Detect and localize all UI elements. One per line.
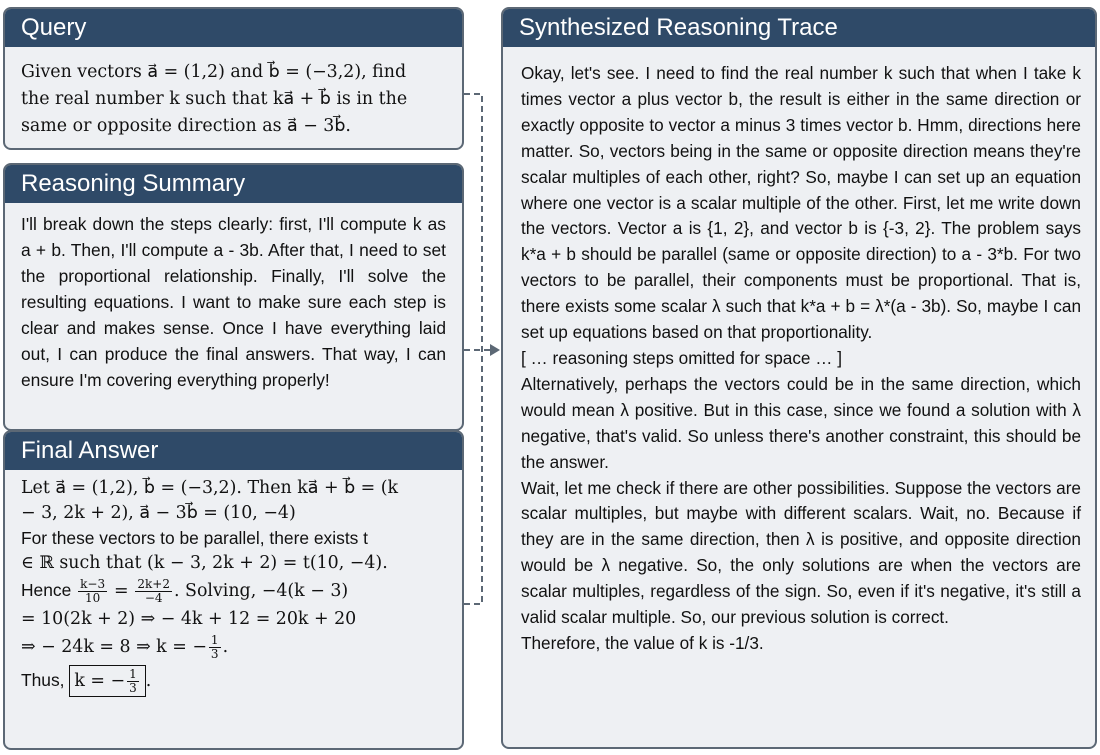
final-line-3: For these vectors to be parallel, there exists t: [21, 528, 369, 548]
query-line-2: the real number k such that ka⃗ + b⃗ is in the: [21, 89, 408, 109]
fraction-4-numerator: 1: [129, 667, 137, 681]
equals-sign: =: [113, 581, 129, 602]
trace-paragraph-2: Alternatively, perhaps the vectors could be in the same direction, which would mean λ positive. But in this case, since we found a solution with λ negative, that's valid. So unless there's another constraint, this should be the answer.: [521, 373, 1081, 472]
fraction-2-denominator: −4: [144, 591, 163, 605]
trace-paragraph-1: Okay, let's see. I need to find the real number k such that when I take k times vector a plus vector b, the result is either in the same direction or exactly opposite to vector a minus 3 times vector b. Hmm, directions here matter. So, vectors being in the same or opposite direction means they're scalar multiples of each other, right? So, maybe I can set up an equation where one vector is a scalar multiple of the other. First, let me write down the vectors. Vector a is {1, 2}, and vector b is {-3, 2}. The problem says k*a + b should be parallel (same or opposite direction) to a - 3*b. For two vectors to be parallel, their components must be proportional. That is, there exists some scalar λ such that k*a + b = λ*(a - 3b). So, maybe I can set up equations based on that proportionality.: [521, 63, 1081, 343]
summary-title: Reasoning Summary: [5, 165, 462, 203]
fraction-3-numerator: 1: [210, 633, 219, 647]
thus-label: Thus,: [21, 670, 65, 690]
final-line-7-head: ⇒ − 24k = 8 ⇒ k = −: [21, 637, 207, 657]
final-line-4: ∈ ℝ such that (k − 3, 2k + 2) = t(10, −4).: [21, 553, 388, 573]
hence-label: Hence: [21, 580, 72, 601]
final-line-6: = 10(2k + 2) ⇒ − 4k + 12 = 20k + 20: [21, 609, 357, 629]
summary-text: I'll break down the steps clearly: first, I'll compute k as a + b. Then, I'll compute a - 3b. After that, I need to set the proportional relationship. Finally, I'll solve the resulting equations. I want to make sure each step is clear and makes sense. Once I have everything laid out, I can produce the final answers. That way, I can ensure I'm covering everything properly!: [21, 214, 446, 390]
final-line-2: − 3, 2k + 2), a⃗ − 3b⃗ = (10, −4): [21, 503, 296, 523]
query-title: Query: [5, 9, 462, 47]
trace-title: Synthesized Reasoning Trace: [503, 9, 1095, 47]
arrowhead-icon: [490, 344, 500, 356]
trace-omitted-note: [ … reasoning steps omitted for space … ]: [521, 347, 842, 368]
query-line-1: Given vectors a⃗ = (1,2) and b⃗ = (−3,2), find: [21, 62, 407, 82]
final-line-5-tail: . Solving, −4(k − 3): [173, 581, 349, 602]
boxed-answer-tail: .: [145, 671, 152, 691]
final-title: Final Answer: [5, 432, 462, 470]
query-line-3: same or opposite direction as a⃗ − 3b⃗.: [21, 116, 351, 136]
fraction-4-denominator: 3: [129, 681, 137, 695]
boxed-answer-head: k = −: [74, 671, 126, 691]
fraction-2-numerator: 2k+2: [137, 577, 170, 591]
fraction-3-denominator: 3: [210, 647, 219, 661]
trace-paragraph-4: Therefore, the value of k is -1/3.: [521, 632, 764, 653]
trace-paragraph-3: Wait, let me check if there are other possibilities. Suppose the vectors are scalar multiples, but maybe with different scalars. Wait, no. Because if they are in the same direction, then λ is positive, and opposite direction would be λ negative. So, the only solutions are when the vectors are scalar multiples, regardless of the sign. So, even if it's negative, it's still a valid scalar multiple. So, our previous solution is correct.: [521, 477, 1081, 628]
final-line-1: Let a⃗ = (1,2), b⃗ = (−3,2). Then ka⃗ + b⃗ = (k: [21, 478, 399, 498]
fraction-1-denominator: 10: [84, 591, 101, 605]
fraction-1-numerator: k−3: [80, 577, 106, 591]
final-line-7-tail: .: [222, 637, 229, 657]
